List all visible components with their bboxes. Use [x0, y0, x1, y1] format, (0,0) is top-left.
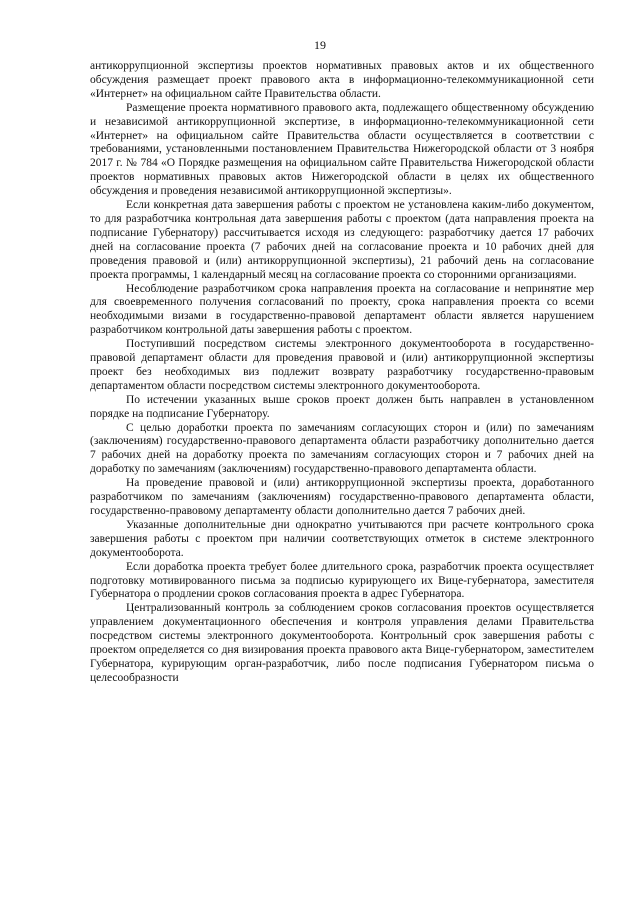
paragraph-submission-to-governor: По истечении указанных выше сроков проект должен быть направлен в установленном порядке на подписание Губернатору.	[90, 393, 594, 420]
paragraph-legal-review-period: На проведение правовой и (или) антикоррупционной экспертизы проекта, доработанного разработчиком по замечаниям (заключениям) государственно-правового департамента области, государственно-правовому департаменту области дополнительно дается 7 рабочих дней.	[90, 477, 594, 517]
paragraph-extension-letter: Если доработка проекта требует более длительного срока, разработчик проекта осуществляет подготовку мотивированного письма за подписью курирующего их Вице-губернатора, заместителя Губернатора о продлении сроков согласования проекта в адрес Губернатора.	[90, 560, 594, 601]
paragraph-project-return: Поступивший посредством системы электронного документооборота в государственно-правовой департамент области для проведения правовой и (или) антикоррупционной экспертизы проект без необходимых виз подлежит возврату разработчику государственно-правовым департаментом области посредством системы электронного документооборота.	[90, 338, 594, 392]
paragraph-publication-rules: Размещение проекта нормативного правового акта, подлежащего общественному обсуждению и независимой антикоррупционной экспертизе, в информационно-телекоммуникационной сети «Интернет» на официальном сайте Правительства области осуществляется в соответствии с требованиями, установленными постановлением Правительства Нижегородской области от 3 ноября 2017 г. № 784 «О Порядке размещения на официальном сайте Правительства Нижегородской области проектов нормативных правовых актов Нижегородской области в целях их общественного обсуждения и проведения независимой антикоррупционной экспертизы».	[90, 101, 594, 198]
paragraph-continuation: антикоррупционной экспертизы проектов нормативных правовых актов и их общественного обсуждения размещает проект правового акта в информационно-телекоммуникационной сети «Интернет» на официальном сайте Правительства области.	[90, 60, 594, 100]
document-body	[90, 60, 594, 686]
paragraph-deadline-violation: Несоблюдение разработчиком срока направления проекта на согласование и непринятие мер для своевременного получения согласований по проекту, срока направления проекта со всеми необходимыми визами в государственно-правовой департамент области является нарушением разработчиком контрольной даты завершения работы с проектом.	[90, 282, 594, 337]
paragraph-additional-days: Указанные дополнительные дни однократно учитываются при расчете контрольного срока завершения работы с проектом при наличии соответствующих отметок в системе электронного документооборота.	[90, 518, 594, 559]
paragraph-revision-period: С целью доработки проекта по замечаниям согласующих сторон и (или) по замечаниям (заключениям) государственно-правового департамента области разработчику дополнительно дается 7 рабочих дней на доработку проекта по замечаниям согласующих сторон и 7 рабочих дней на доработку по замечаниям (заключениям) государственно-правового департамента области.	[90, 421, 594, 476]
page-number: 19	[314, 38, 326, 52]
paragraph-centralized-control: Централизованный контроль за соблюдением сроков согласования проектов осуществляется управлением документационного обеспечения и контроля управления делами Правительства посредством системы электронного документооборота. Контрольный срок завершения работы с проектом определяется со дня визирования проекта правового акта Вице-губернатором, заместителем Губернатора, курирующим орган-разработчик, либо после подписания Губернатором письма о целесообразности	[90, 602, 594, 684]
paragraph-deadline-calculation: Если конкретная дата завершения работы с проектом не установлена каким-либо документом, то для разработчика контрольная дата завершения работы с проектом (дата направления проекта на подписание Губернатору) рассчитывается исходя из следующего: разработчику дается 17 рабочих дней на согласование проекта (7 рабочих дней на согласование проекта и 10 рабочих дней для проведения правовой и (или) антикоррупционной экспертизы), 21 рабочий день на согласование проекта программы, 1 календарный месяц на согласование проекта со сторонними организациями.	[90, 199, 594, 281]
